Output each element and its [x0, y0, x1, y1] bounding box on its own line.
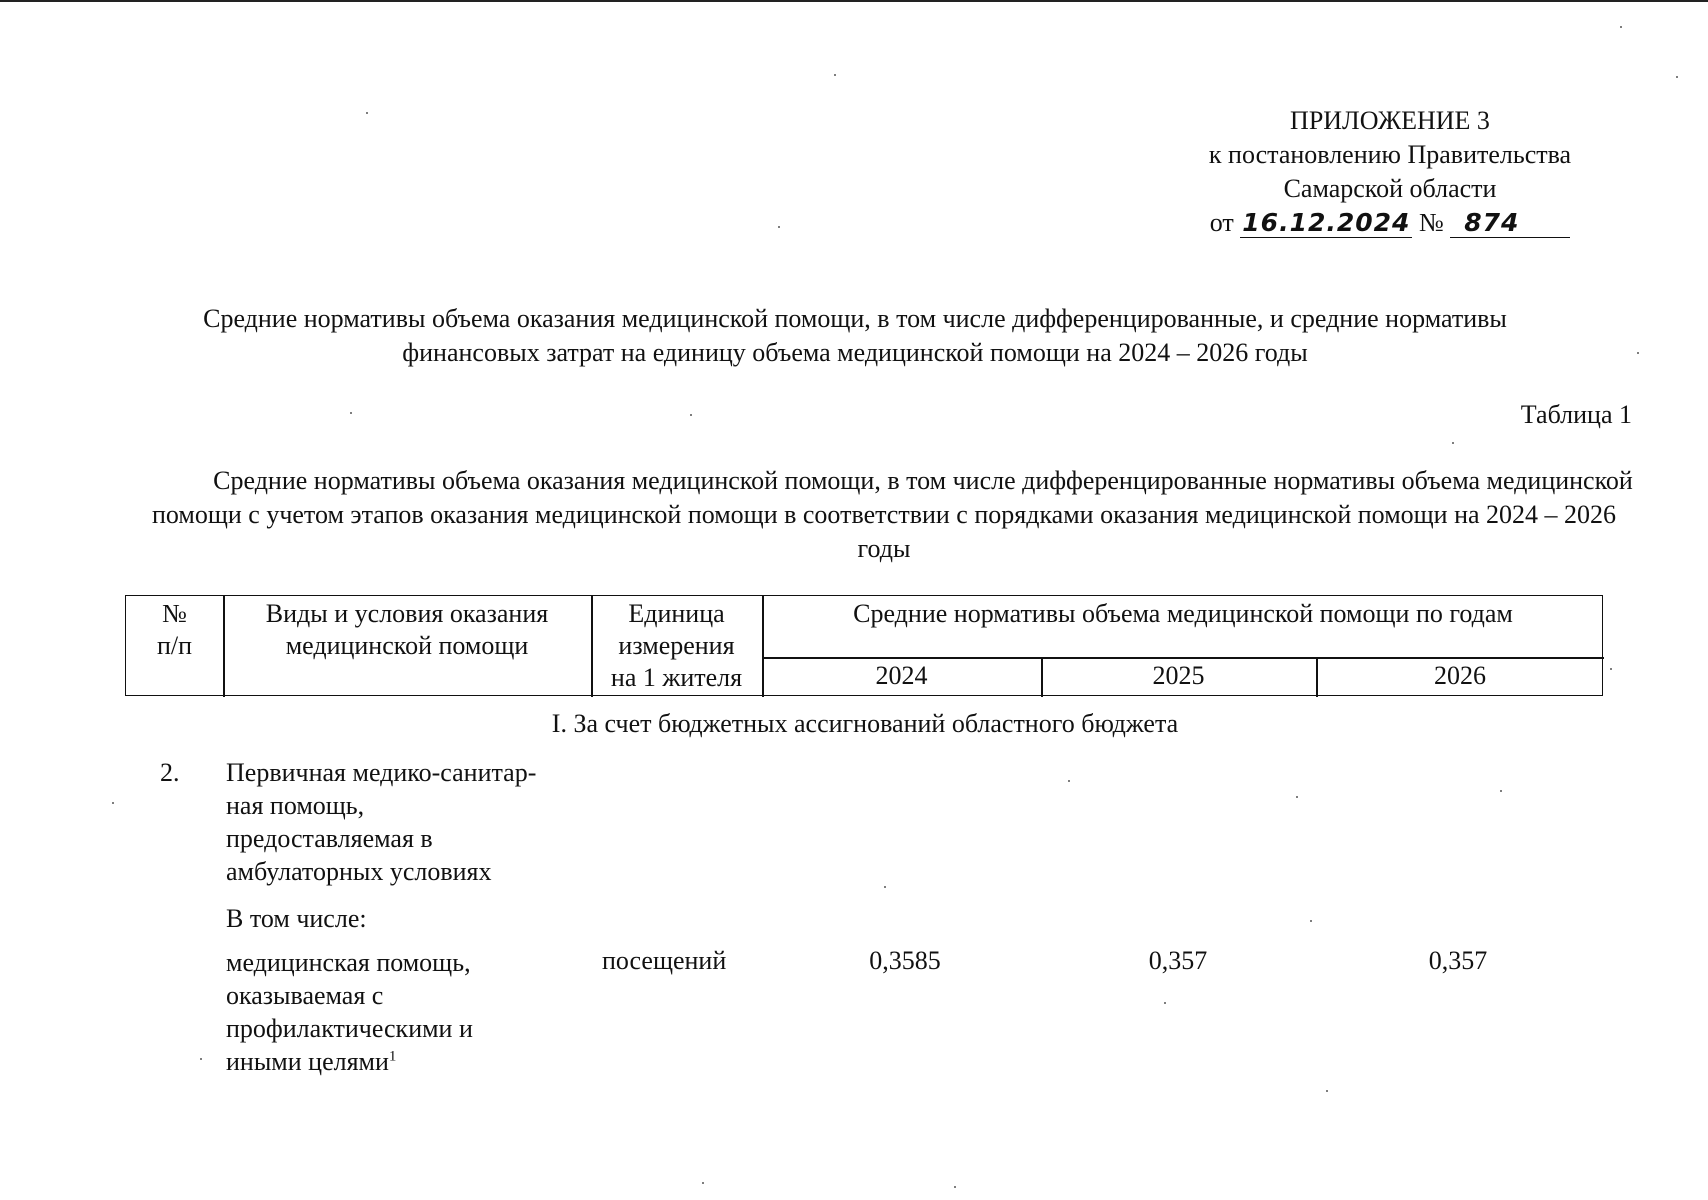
number-prefix: №: [1418, 208, 1444, 237]
row-name-line-4: амбулаторных условиях: [226, 857, 492, 886]
row-name-line-1: Первичная медико-санитар-: [226, 758, 537, 787]
item-value-2026: 0,357: [1428, 946, 1488, 975]
header-number-line-1: №: [162, 599, 187, 628]
scan-speck: [834, 74, 836, 76]
scan-speck: [954, 1186, 956, 1188]
scan-speck: [1326, 1090, 1328, 1092]
scan-speck: [884, 886, 886, 888]
appendix-title: ПРИЛОЖЕНИЕ 3: [1290, 106, 1490, 135]
header-kind-line-1: Виды и условия оказания: [265, 599, 549, 628]
item-unit: посещений: [602, 946, 727, 975]
header-kind-column: [223, 598, 591, 662]
scan-speck: [1068, 780, 1070, 782]
scan-speck: [702, 1182, 704, 1184]
scan-speck: [1500, 790, 1502, 792]
header-kind-line-2: медицинской помощи: [285, 631, 529, 660]
header-unit-line-3: на 1 жителя: [610, 663, 743, 692]
table-title: Средние нормативы объема оказания медицинской помощи, в том числе дифференцированные нормативы объема медицинской помощи с учетом этапов оказания медицинской помощи в соответствии с порядками оказания медицинской помощи на 2024 – 2026 годы: [151, 466, 1633, 563]
scan-speck: [350, 412, 352, 414]
row-name: [226, 756, 606, 888]
item-name: [226, 946, 606, 1078]
header-year-2026: 2026: [1434, 661, 1486, 690]
appendix-line-3: Самарской области: [1283, 174, 1497, 203]
header-unit-line-1: Единица: [628, 599, 725, 628]
item-name-line-3: профилактическими и: [226, 1014, 473, 1043]
item-name-line-1: медицинская помощь,: [226, 948, 471, 977]
row-number: 2.: [160, 758, 180, 787]
footnote-marker: 1: [388, 1048, 397, 1065]
header-unit-line-2: измерения: [618, 631, 735, 660]
header-number-line-2: п/п: [156, 631, 193, 660]
scan-speck: [200, 1058, 202, 1060]
scan-speck: [1610, 668, 1612, 670]
item-name-line-4: [226, 1045, 606, 1078]
scan-speck: [1296, 796, 1298, 798]
item-name-line-4-text: иными целями: [226, 1047, 389, 1076]
section-heading: I. За счет бюджетных ассигнований областного бюджета: [551, 709, 1179, 738]
item-value-2024: 0,3585: [869, 946, 941, 975]
main-title: Средние нормативы объема оказания медицинской помощи, в том числе дифференцированные, и средние нормативы финансовых затрат на единицу объема медицинской помощи на 2024 – 2026 годы: [203, 304, 1507, 367]
header-year-2025: 2025: [1152, 661, 1205, 690]
scan-top-edge: [0, 0, 1708, 2]
table-header: [125, 595, 1603, 696]
header-number-column: [126, 598, 223, 662]
item-value-2025: 0,357: [1148, 946, 1208, 975]
scan-speck: [1620, 26, 1622, 28]
appendix-reference-line: [1180, 206, 1600, 240]
date-prefix: от: [1209, 208, 1234, 237]
scan-speck: [1637, 352, 1639, 354]
handwritten-number: 874: [1450, 209, 1570, 238]
handwritten-date: 16.12.2024: [1242, 208, 1411, 237]
row-name-line-3: предоставляемая в: [226, 824, 433, 853]
header-years-group: Средние нормативы объема медицинской помощи по годам: [853, 599, 1513, 628]
header-year-2024: 2024: [875, 661, 928, 690]
scan-speck: [690, 414, 692, 416]
scan-speck: [1164, 1002, 1166, 1004]
scan-speck: [112, 802, 114, 804]
scan-speck: [366, 112, 368, 114]
scan-speck: [1676, 76, 1678, 78]
scan-speck: [1310, 920, 1312, 922]
row-name-line-2: ная помощь,: [226, 791, 365, 820]
appendix-line-2: к постановлению Правительства: [1208, 140, 1572, 169]
scan-speck: [1452, 442, 1454, 444]
scan-speck: [778, 226, 780, 228]
table-label: Таблица 1: [1520, 400, 1632, 429]
item-name-line-2: оказываемая с: [226, 981, 384, 1010]
sub-label: В том числе:: [226, 904, 367, 933]
header-unit-column: [591, 598, 762, 694]
appendix-block: [1180, 104, 1600, 240]
